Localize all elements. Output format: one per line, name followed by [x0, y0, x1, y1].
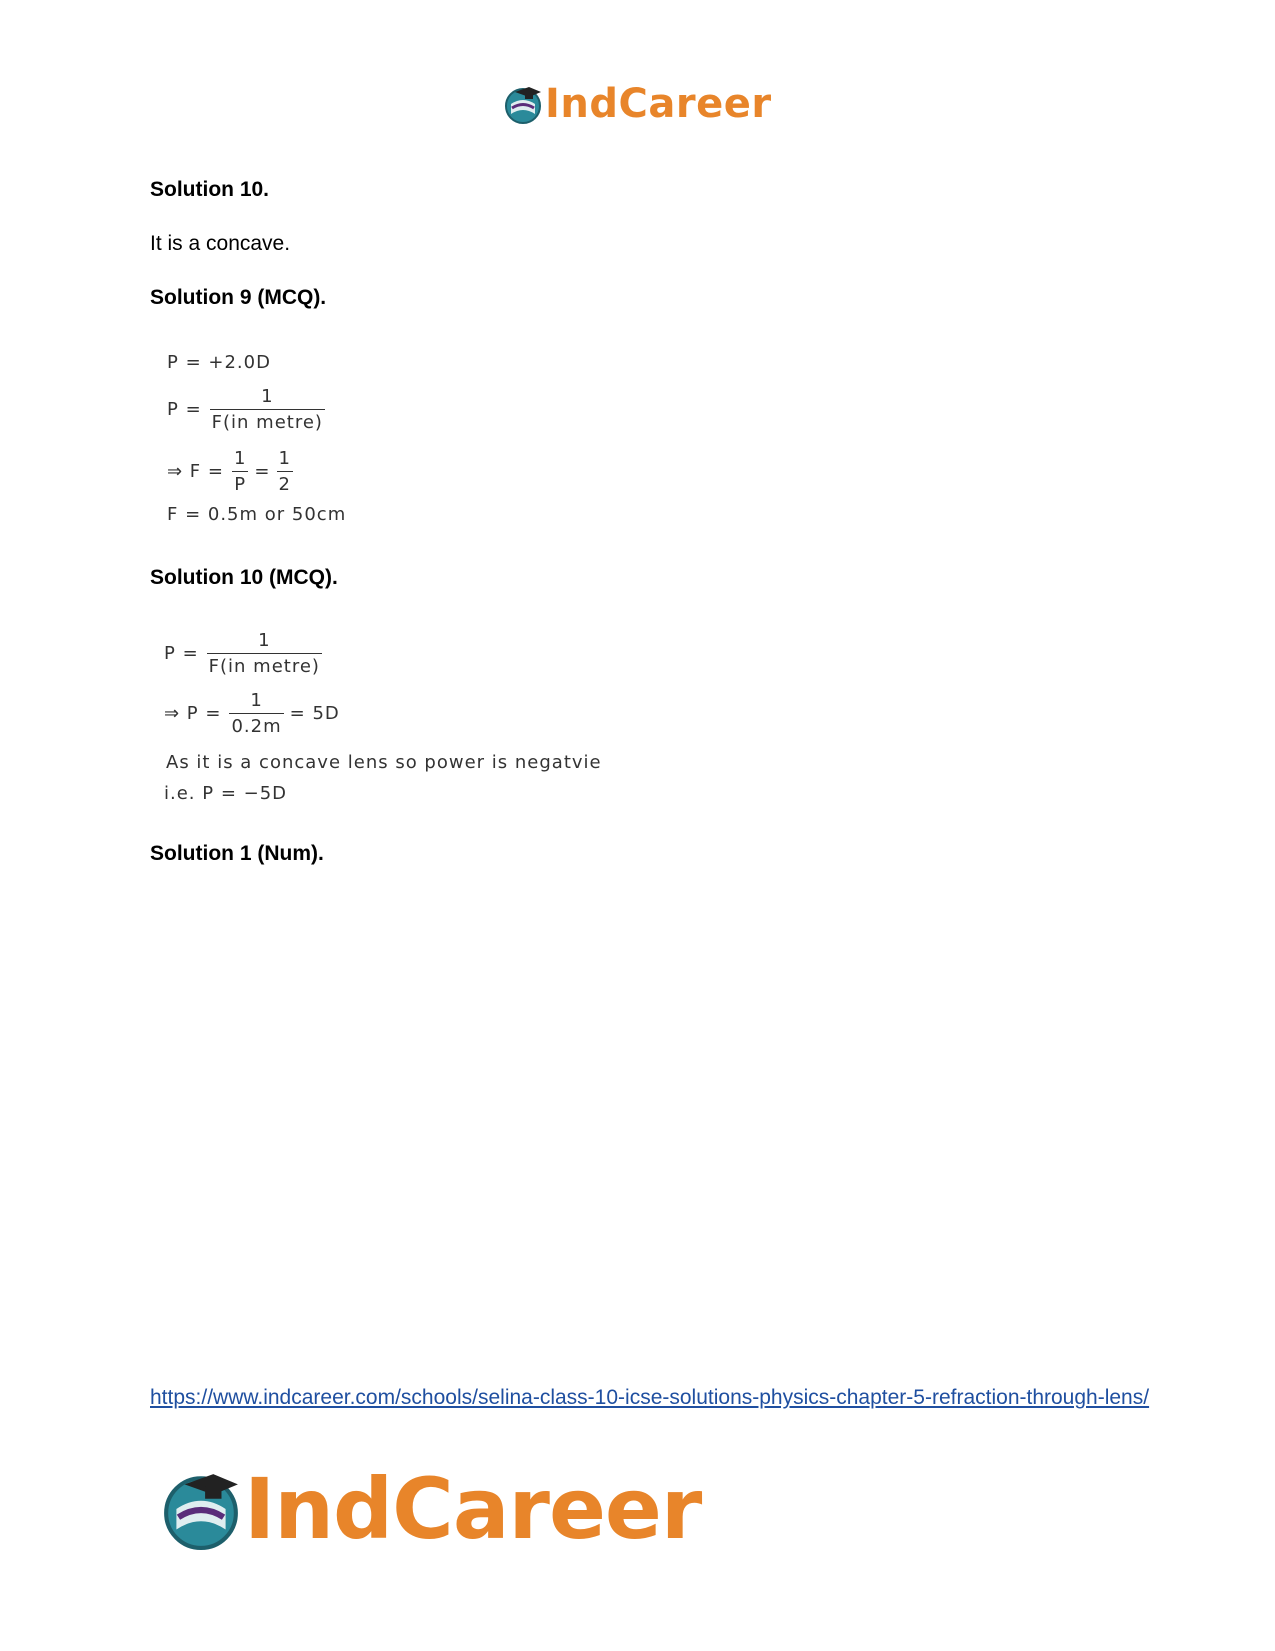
math9-fraction-2: [277, 448, 293, 495]
math10-line2-rhs: = 5D: [289, 703, 340, 724]
solution-9-mcq-title: Solution 9 (MCQ).: [150, 286, 327, 309]
math9-line3-lhs: ⇒ F =: [167, 461, 224, 482]
math10-line1-lhs: P =: [164, 643, 199, 664]
globe-graduation-cap-icon: [160, 1468, 242, 1550]
math9-fraction-1: [232, 448, 248, 495]
fraction-denominator: 0.2m: [229, 713, 283, 737]
math9-fraction: [210, 386, 325, 433]
math10-fraction-2: [229, 690, 283, 737]
logo-text: IndCareer: [244, 1460, 702, 1558]
math9-line2-lhs: P =: [167, 399, 202, 420]
fraction-denominator: P: [232, 471, 248, 495]
math9-line3: [167, 448, 293, 495]
solution-10-mcq-title: Solution 10 (MCQ).: [150, 566, 338, 589]
math10-line1: [164, 630, 322, 677]
math10-line2: [164, 690, 346, 737]
math9-line1: P = +2.0D: [167, 352, 271, 373]
math10-line3: As it is a concave lens so power is negatvie: [166, 752, 602, 773]
solution-1-num-title: Solution 1 (Num).: [150, 842, 324, 865]
solution-10-title: Solution 10.: [150, 178, 270, 201]
fraction-denominator: 2: [277, 471, 293, 495]
equals-sign: =: [254, 461, 271, 482]
fraction-numerator: 1: [261, 386, 274, 407]
solution-10-text: It is a concave.: [150, 232, 291, 255]
footer-logo: [160, 1460, 702, 1558]
math10-fraction: [207, 630, 322, 677]
math9-line2: [167, 386, 325, 433]
logo-text: IndCareer: [545, 81, 772, 127]
source-url-link[interactable]: https://www.indcareer.com/schools/selina-class-10-icse-solutions-physics-chapter-5-refraction-through-lens/: [150, 1386, 1150, 1409]
math10-line4: i.e. P = −5D: [164, 783, 288, 804]
globe-graduation-cap-icon: [503, 84, 543, 124]
fraction-numerator: 1: [258, 630, 271, 651]
header-logo: [503, 80, 772, 128]
math10-line2-lhs: ⇒ P =: [164, 703, 222, 724]
fraction-numerator: 1: [250, 690, 263, 711]
fraction-denominator: F(in metre): [207, 653, 322, 677]
fraction-denominator: F(in metre): [210, 409, 325, 433]
fraction-numerator: 1: [233, 448, 247, 469]
math9-line4: F = 0.5m or 50cm: [167, 504, 347, 525]
fraction-numerator: 1: [278, 448, 291, 469]
